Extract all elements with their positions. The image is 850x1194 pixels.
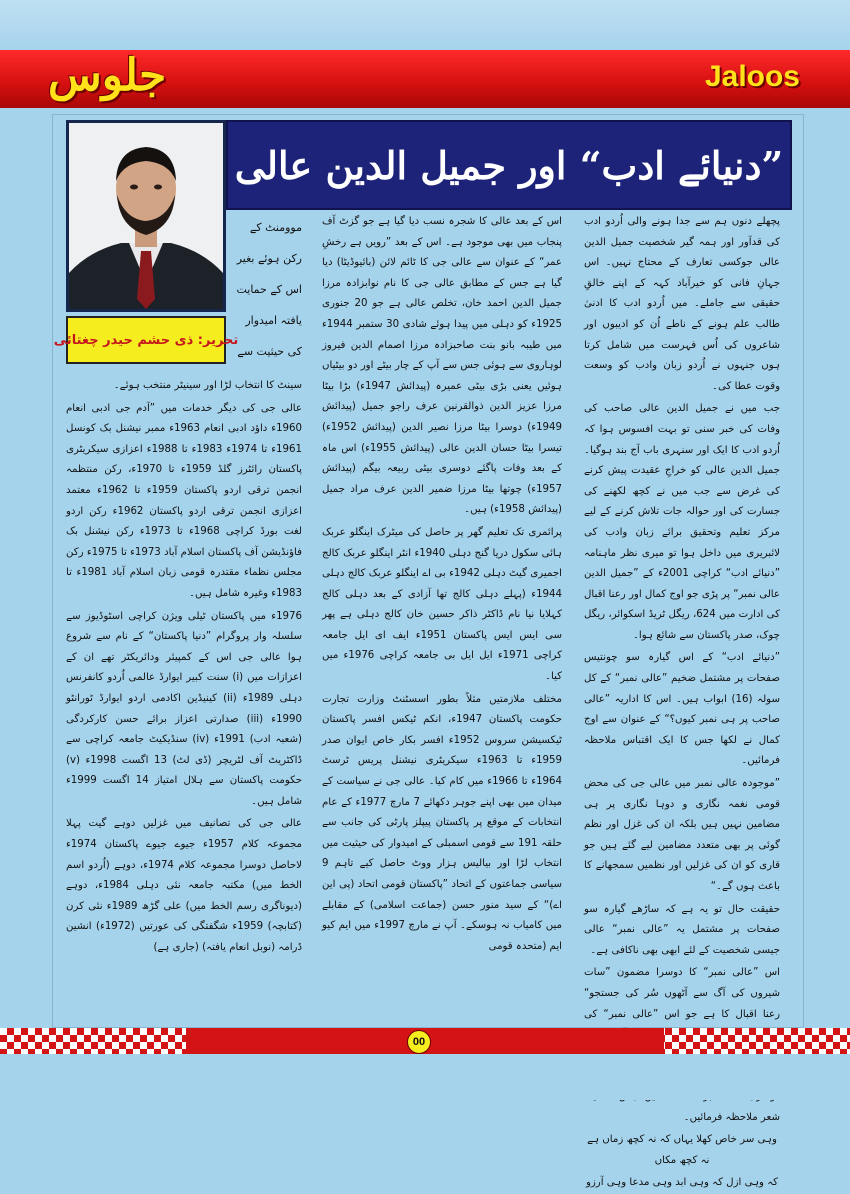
verse-line: کہ وہی ازل کہ وہی ابد وہی مدعا وہی آرزو: [585, 1177, 779, 1189]
article-title: ”دنیائے ادب“ اور جمیل الدین عالی: [234, 142, 784, 188]
top-band: [0, 0, 850, 50]
paragraph: سینٹ کا انتخاب لڑا اور سینیٹر منتخب ہوئے۔: [113, 380, 302, 391]
paragraph: عالی جی کی تصانیف میں غزلیں دوہے گیت پہلا مجموعہ کلام 1957ء جیوے جیوے پاکستان 1974ء لاحاصل دوسرا مجموعہ کلام 1974ء، دوہے (اُردو اسم الخط میں) مکتبہ جامعہ نئی دہلی 1984ء، دوہے (دیوناگری رسم الخط میں) علی گڑھ 1989ء نئی کرن (کتابچہ) 1959ء شگفتگی کی عورتیں (1972ء) انشین ڈرامہ (نوبل انعام یافتہ) (جاری ہے): [66, 818, 302, 954]
paragraph: جب میں نے جمیل الدین عالی صاحب کی وفات کی خبر سنی تو بہت افسوس ہوا کہ اُردو ادب کا ایک اور سنہری باب آج بند ہوگیا۔ جمیل الدین عالی کو خراجِ عقیدت پیش کرنے کی غرض سے جب میں نے کچھ لکھنے کی جسارت کی اور حوالہ جات تلاش کرنے کے لیے مرکز تعلیم وتحقیق برائے زبان وادب کی لائبریری میں داخل ہوا تو میری نظر ماہنامہ ”دنیائے ادب“ کراچی 2001ء کے ”جمیل الدین عالی نمبر“ پر پڑی جو اوج کمال اور رعنا اقبال کی ادارت میں 624، ریگل ٹریڈ اسکوائر، ریگل چوک، صدر پاکستان سے شائع ہوا۔: [584, 403, 780, 641]
bottom-band: [0, 1054, 850, 1100]
logo-urdu: جلوس: [48, 50, 167, 101]
paragraph: عالی جی کی دیگر خدمات میں ”آدم جی ادبی انعام 1960ء داؤد ادبی انعام 1963ء ممبر نیشنل بک کونسل 1961ء تا 1974ء 1983ء تا 1988ء اعزازی سیکریٹری پاکستان رائٹرز گلڈ 1959ء تا 1970ء، رکن منتظمہ انجمن ترقی اردو پاکستان 1959ء تا 1962ء معتمد اعزازی انجمن ترقی اردو پاکستان 1962ء رکن اردو لغت بورڈ کراچی 1968ء تا 1973ء رکن نیشنل بک فاؤنڈیشن آف پاکستان اسلام آباد 1973ء تا 1975ء رکن مجلس نظماء مقتدرہ قومی زبان اسلام آباد 1981ء تا 1983ء وغیرہ شامل ہیں۔: [66, 402, 302, 599]
paragraph: موومنٹ کے رکن ہوئے بغیر اس کے حمایت یافتہ امیدوار کی حیثیت سے: [236, 221, 302, 358]
paragraph: ”موجودہ عالی نمبر میں عالی جی کی محض قومی نغمہ نگاری و دوہا نگاری پر ہی مضامین نہیں ہیں بلکہ ان کی غزل اور نظم گوئی پر بھی متعدد مضامین لیے گئے ہیں جو قاری کو ان کی غزلیں اور نظمیں سمجھانے کا باعث ہوں گے۔“: [584, 778, 780, 892]
author-portrait-icon: [69, 123, 223, 309]
page-number: 00: [407, 1030, 431, 1054]
column-left: [66, 376, 302, 1030]
paragraph: حقیقت حال تو یہ ہے کہ ساڑھے گیارہ سو صفحات پر مشتمل یہ ”عالی نمبر“ عالی جیسی شخصیت کے لئے ابھی بھی ناکافی ہے۔: [584, 903, 780, 956]
column-middle: [322, 212, 562, 1030]
paragraph: پچھلے دنوں ہم سے جدا ہونے والی اُردو ادب کی قدآور اور ہمہ گیر شخصیت جمیل الدین عالی جوکسی تعارف کے محتاج نہیں۔ اس جہانِ فانی کو خیرآباد کہہ کے اپنے خالقِ حقیقی سے جاملے۔ میں اُردو ادب کا ادنیٰ طالب علم ہونے کے ناطے اُن کو ادیبوں اور شاعروں کی اُس فہرست میں شامل کرتا ہوں جنہوں نے اُردو زبان وادب کو وسعت وقوت عطا کی۔: [584, 216, 780, 392]
paragraph: ”دنیائے ادب“ کے اس گیارہ سو چونتیس صفحات پر مشتمل ضخیم ”عالی نمبر“ کے کل سولہ (16) ابواب ہیں۔ اس کا اداریہ ”عالی صاحب پر ہی نمبر کیوں؟“ کے عنوان سے اوج کمال نے لکھا جس کا ایک اقتباس ملاحظہ فرمائیں۔: [584, 652, 780, 767]
author-byline: تحریر: ذی حشم حیدر چغتائی: [53, 332, 239, 348]
column-right: [584, 212, 780, 1189]
verse-line: وہی سر خاص کھلا یہاں کہ نہ کچھ زماں ہے نہ کچھ مکاں: [587, 1134, 777, 1166]
byline-box: [53, 316, 239, 364]
paragraph: 1976ء میں پاکستان ٹیلی ویژن کراچی اسٹوڈیوز سے سلسلہ وار پروگرام ”دنیا پاکستان“ کے نام سے شروع ہوا عالی جی اس کے کمپیئر ودائریکٹر تھے ان کے اعزازات میں (i) سنت کبیر ایوارڈ عالمی اُردو کانفرنس دہلی 1989ء (ii) کینیڈین اکادمی اردو ایوارڈ ٹورانٹو 1990ء (iii) صدارتی اعزاز برائے حسن کارکردگی (شعبہ ادب) 1991ء (iv) سنڈیکیٹ جامعہ کراچی سے ڈاکٹریٹ آف لٹریچر (ڈی لٹ) 13 اگست 1998ء (v) حکومت پاکستان سے ہلال امتیاز 14 اگست 1999ء شامل ہیں۔: [66, 610, 303, 807]
paragraph: اس کے بعد عالی کا شجرہ نسب دیا گیا ہے جو گزٹ آف پنجاب میں بھی موجود ہے۔ اس کے بعد ”رویں ہے رخشِ عمر“ کے عنوان سے عالی جی کا ٹائم لائن (بائیوڈیٹا) دیا گیا ہے جس کے مطابق عالی جی کا نام نوابزادہ مرزا جمیل الدین احمد خان، تخلص عالی ہے جو 20 جنوری 1925ء کو دہلی میں پیدا ہوئے شادی 30 ستمبر 1944ء میں طیبہ بانو بنت صاحبزادہ مرزا اصمام الدین فیروز لوہاروی سے ہوئی جس سے آپ کے چار بیٹے اور دو بیٹیاں ہوئیں یعنی بڑی بیٹی عمیرہ (پیدائش 1947ء) بڑا بیٹا مرزا عزیز الدین ذوالقرنین عرف راجو جمیل (پیدائش 1949ء) دوسرا بیٹا مرزا نصیر الدین (پیدائش 1952ء) تیسرا بیٹا حسان الدین عالی (پیدائش 1955ء) اس ماہ کے بعد وفات پاگئے دوسری بیٹی ربیعہ بیگم (پیدائش 1957ء) چوتھا بیٹا مرزا ضمیر الدین عرف مراد جمیل (پیدائش 1958ء) ہیں۔: [322, 216, 563, 516]
paragraph: پرائمری تک تعلیم گھر پر حاصل کی میٹرک اینگلو عربک ہائی سکول دریا گنج دہلی 1940ء انٹر اینگلو عربک کالج اجمیری گیٹ دہلی 1942ء بی اے اینگلو عربک کالج دہلی 1944ء (پہلے دہلی کالج تھا آزادی کے بعد دہلی کالج کہلایا نیا نام ڈاکٹر ذاکر حسین خان کالج دہلی ہے پھر سی ایس ایس پاکستان 1951ء ایف ای ایل جامعہ کراچی 1971ء ایل ایل بی جامعہ کراچی 1976ء میں کیا۔: [322, 526, 562, 683]
article-title-bar: [226, 120, 792, 210]
author-photo: [66, 120, 226, 312]
logo-english: Jaloos: [704, 60, 800, 93]
paragraph: مختلف ملازمتیں مثلاً بطور اسسٹنٹ وزارت تجارت حکومت پاکستان 1947ء، انکم ٹیکس افسر پاکستان ٹیکسیشن سروس 1952ء افسر بکار خاص ایوان صدر 1959ء تا 1963ء سیکریٹری نیشنل پریس ٹرسٹ 1964ء تا 1966ء میں کام کیا۔ عالی جی نے سیاست کے میدان میں بھی اپنے جوہر دکھائے 7 مارچ 1977ء کے عام انتخابات کے موقع پر پاکستان پیپلز پارٹی کی جانب سے حلقہ 191 سے قومی اسمبلی کے امیدوار کی حیثیت میں انتخاب لڑا اور بیالیس ہزار ووٹ حاصل کیے تاہم 9 سیاسی جماعتوں کے اتحاد ”پاکستان قومی اتحاد (پی این اے)“ کے سید منور حسن (جماعت اسلامی) کے مقابلے میں کامیاب نہ ہوسکے۔ آپ نے مارچ 1997ء میں ایم کیو ایم (متحدہ قومی: [322, 693, 562, 952]
paragraph: اس ”عالی نمبر“ کا دوسرا مضمون ”سات شیروں کی آگ سے آٹھوں سُر کی جستجو“ رعنا اقبال کا ہے جو اس ”عالی نمبر“ کی شعر ملاحظہ فرمائیں۔: [584, 967, 780, 1123]
column-left-top: [230, 212, 302, 380]
